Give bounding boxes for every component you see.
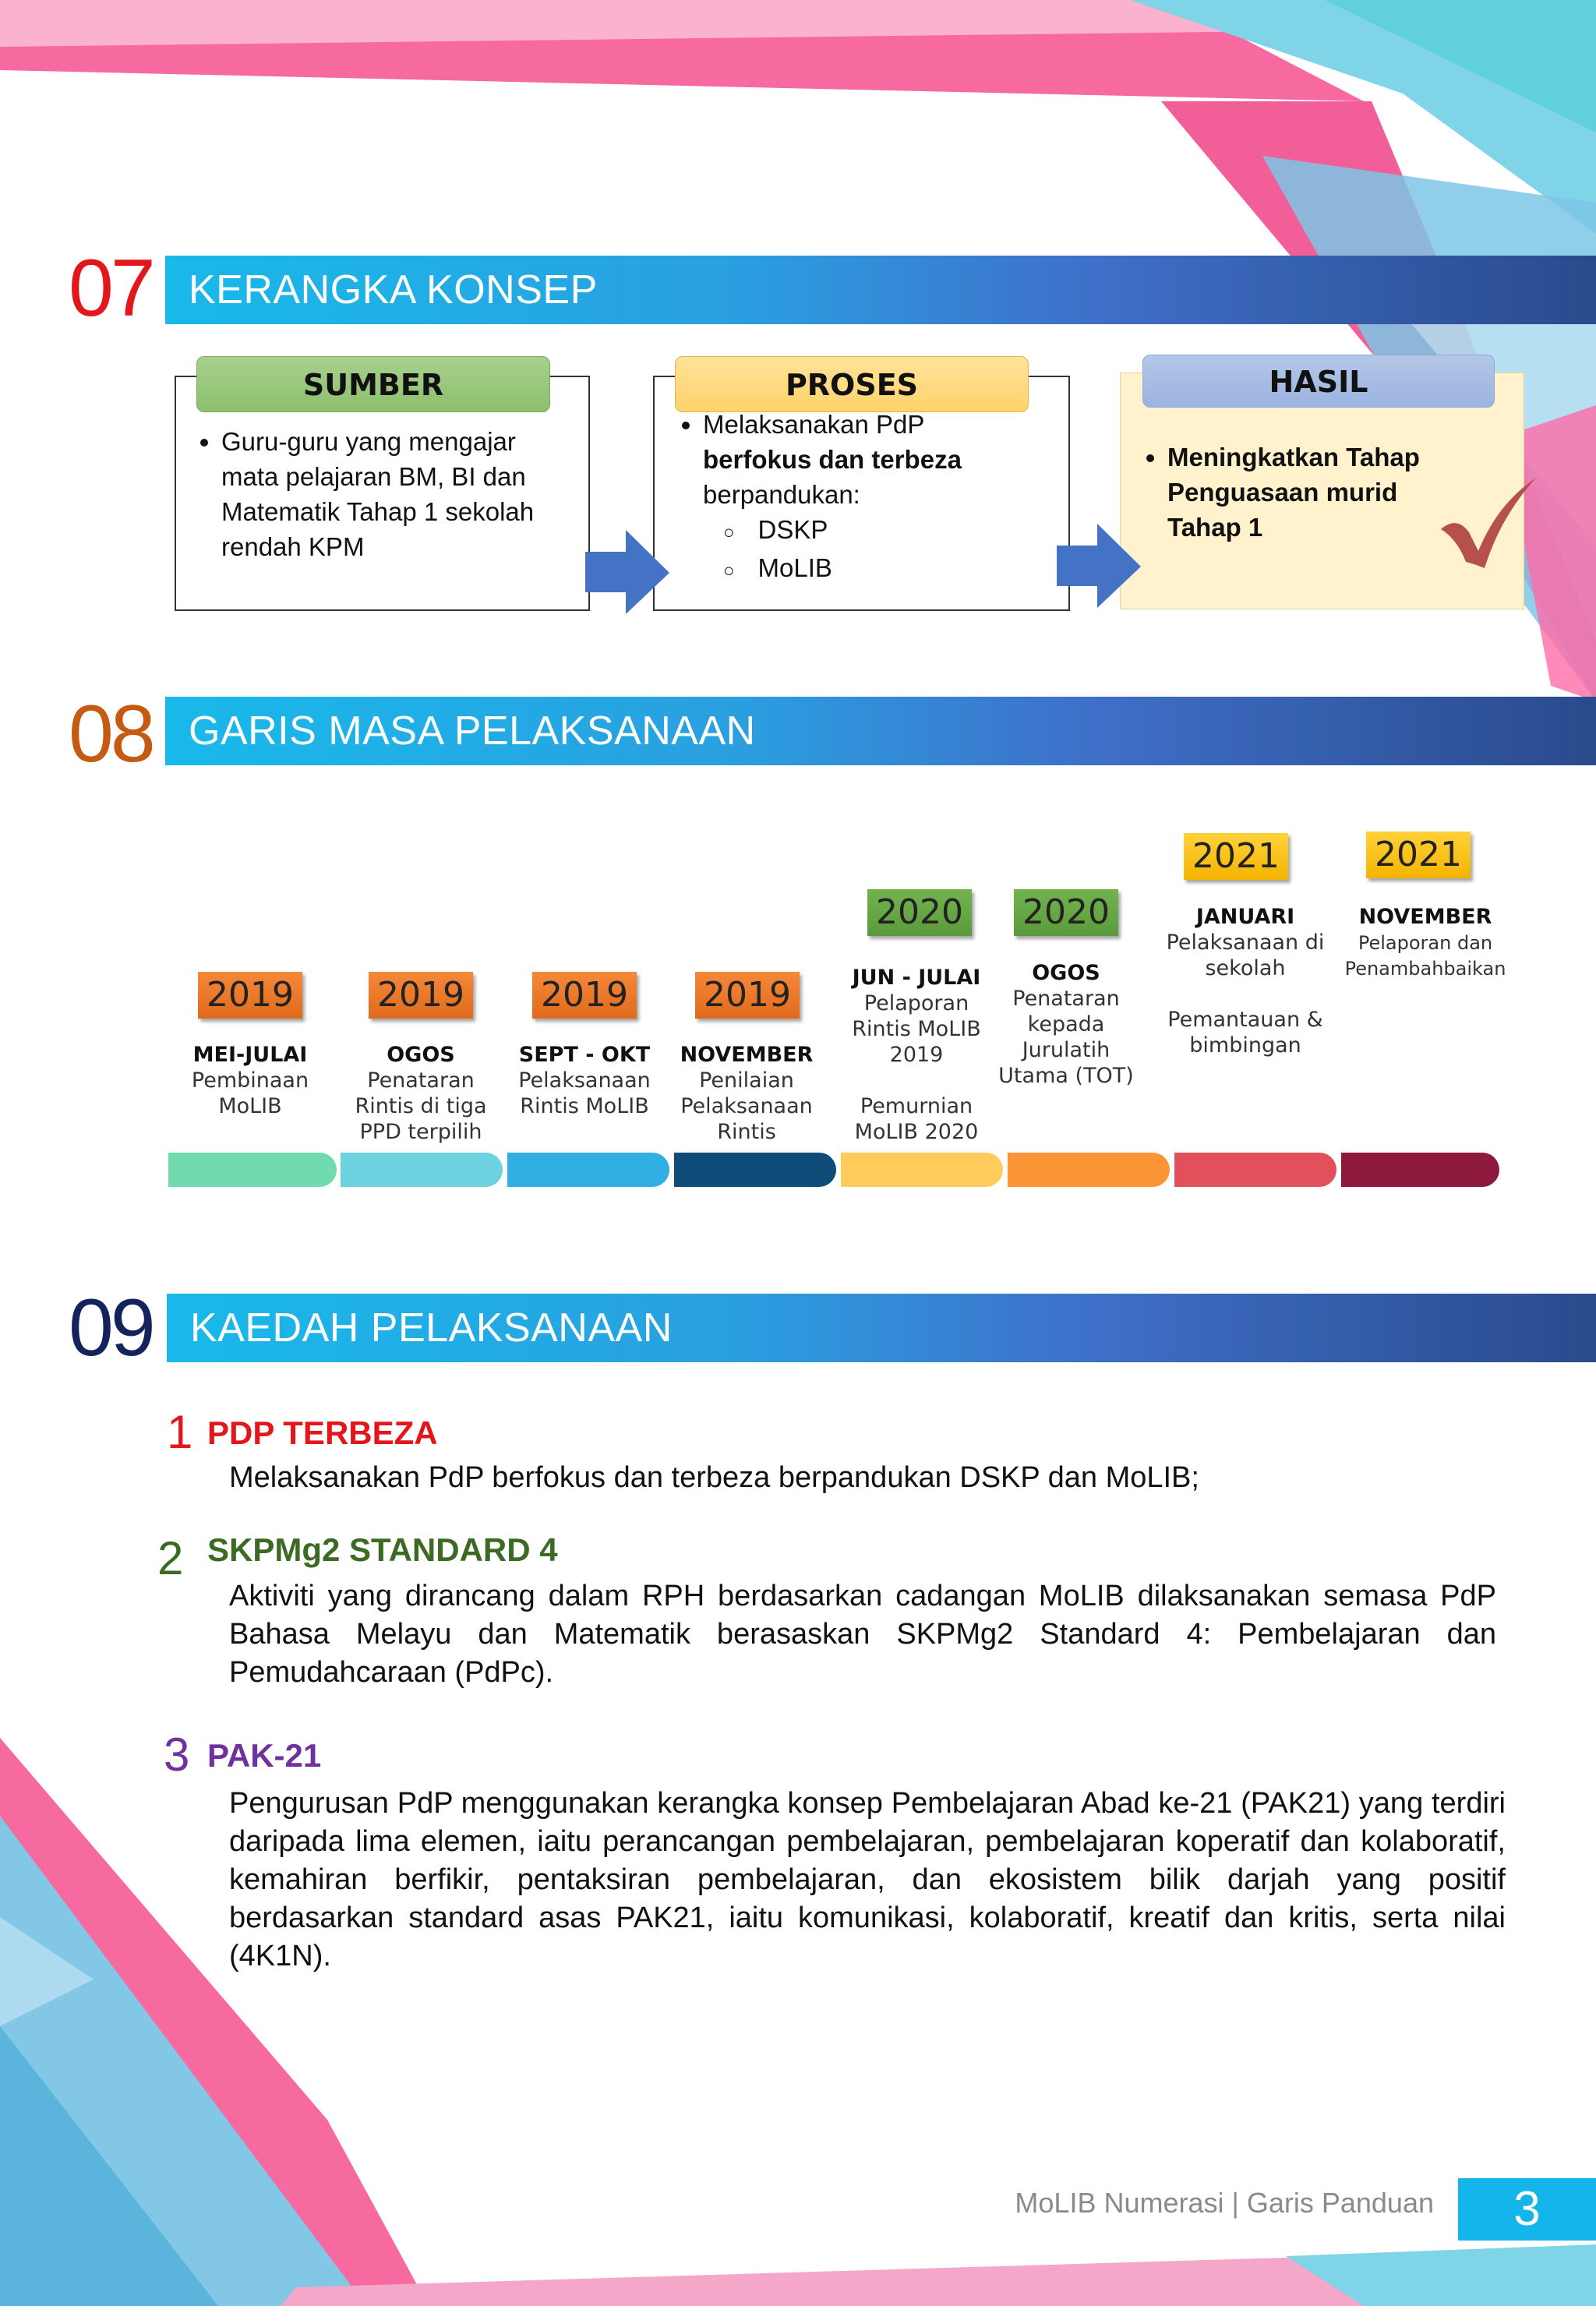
timeline-item-ogos-2019: OGOS Penataran Rintis di tiga PPD terpilih (355, 1043, 487, 1144)
method-body: Melaksanakan PdP berfokus dan terbeza berpandukan DSKP dan MoLIB; (229, 1461, 1199, 1494)
timeline-year-badge: 2020 (1014, 889, 1118, 936)
timeline-item-jun-julai: JUN - JULAI Pelaporan Rintis MoLIB 2019 Pemurnian MoLIB 2020 (852, 966, 981, 1144)
timeline-segment (168, 1153, 337, 1187)
method-body: Pengurusan PdP menggunakan kerangka konsep Pembelajaran Abad ke-21 (PAK21) yang terdiri daripada lima elemen, iaitu perancangan pembelajaran, pembelajaran koperatif dan kolaboratif, kemahiran berfikir, pentaksiran pembelajaran, dan ekosistem bilik darjah yang positif berdasarkan standard asas PAK21, iaitu komunikasi, kolaboratif, kreatif dan kritis, serta nilai (4K1N). (229, 1787, 1506, 1972)
proses-label: PROSES (675, 356, 1029, 412)
timeline-year-badge: 2020 (867, 889, 972, 936)
method-title: PDP TERBEZA (207, 1414, 438, 1451)
timeline-year-badge: 2021 (1366, 832, 1471, 878)
method-title: SKPMg2 STANDARD 4 (207, 1531, 558, 1568)
page-number: 3 (1458, 2178, 1596, 2241)
section-header-bar-07 (165, 256, 1596, 324)
proses-list (662, 407, 1052, 588)
proses-item: • Melaksanakan PdP berfokus dan terbeza berpandukan: ○ DSKP ○ MoLIB (703, 407, 1052, 588)
method-number: 1 (167, 1406, 193, 1458)
arrow-right-icon (585, 530, 671, 616)
timeline-item-november-2021: NOVEMBER Pelaporan dan Penambahbaikan (1344, 905, 1506, 980)
section-number-09: 09 (69, 1283, 153, 1373)
timeline-item-mei-julai: MEI-JULAI Pembinaan MoLIB (191, 1043, 309, 1118)
section-title-kerangka-konsep: KERANGKA KONSEP (189, 267, 598, 313)
footer-text: MoLIB Numerasi | Garis Panduan (1015, 2187, 1434, 2219)
timeline-segment (341, 1153, 503, 1187)
section-title-kaedah: KAEDAH PELAKSANAAN (190, 1305, 673, 1351)
timeline-year-badge: 2021 (1184, 833, 1288, 880)
method-title: PAK-21 (207, 1737, 322, 1774)
section-header-bar-09 (167, 1294, 1596, 1362)
section-title-garis-masa: GARIS MASA PELAKSANAAN (189, 708, 756, 754)
sumber-list (181, 424, 570, 564)
timeline-item-ogos-2020: OGOS Penataran kepada Jurulatih Utama (TOT) (998, 961, 1134, 1088)
timeline-year-badge: 2019 (198, 972, 302, 1019)
proses-sub-item-molib: ○ MoLIB (734, 550, 1052, 588)
section-number-08: 08 (69, 689, 153, 779)
hasil-item: • Meningkatkan Tahap Penguasaan murid Tahap 1 (1167, 440, 1454, 545)
timeline-segment (674, 1153, 836, 1187)
section-number-07: 07 (69, 243, 153, 334)
method-body: Aktiviti yang dirancang dalam RPH berdasarkan cadangan MoLIB dilaksanakan semasa PdP Bahasa Melayu dan Matematik berasaskan SKPMg2 Standard 4: Pembelajaran dan Pemudahcaraan (PdPc). (229, 1580, 1496, 1689)
timeline-year-badge: 2019 (369, 972, 473, 1019)
section-header-bar-08 (165, 697, 1596, 765)
timeline-item-november-2019: NOVEMBER Penilaian Pelaksanaan Rintis (680, 1043, 814, 1144)
timeline-segment (1341, 1153, 1499, 1187)
sumber-label: SUMBER (196, 356, 550, 412)
timeline-segment (1174, 1153, 1336, 1187)
proses-sub-item-dskp: ○ DSKP (734, 512, 1052, 550)
timeline-year-badge: 2019 (695, 972, 800, 1019)
hasil-label: HASIL (1142, 355, 1495, 408)
checkmark-icon (1438, 471, 1539, 573)
timeline-segment (841, 1153, 1003, 1187)
sumber-item: • Guru-guru yang mengajar mata pelajaran BM, BI dan Matematik Tahap 1 sekolah rendah KPM (221, 424, 570, 564)
hasil-list (1127, 440, 1454, 545)
timeline-item-sept-okt: SEPT - OKT Pelaksanaan Rintis MoLIB (518, 1043, 651, 1118)
method-number: 2 (157, 1532, 184, 1584)
method-number: 3 (164, 1729, 190, 1781)
timeline-segment (1008, 1153, 1170, 1187)
timeline-segment (507, 1153, 669, 1187)
timeline-year-badge: 2019 (532, 972, 637, 1019)
timeline-item-januari: JANUARI Pelaksanaan di sekolah Pemantauan & bimbingan (1166, 905, 1325, 1058)
